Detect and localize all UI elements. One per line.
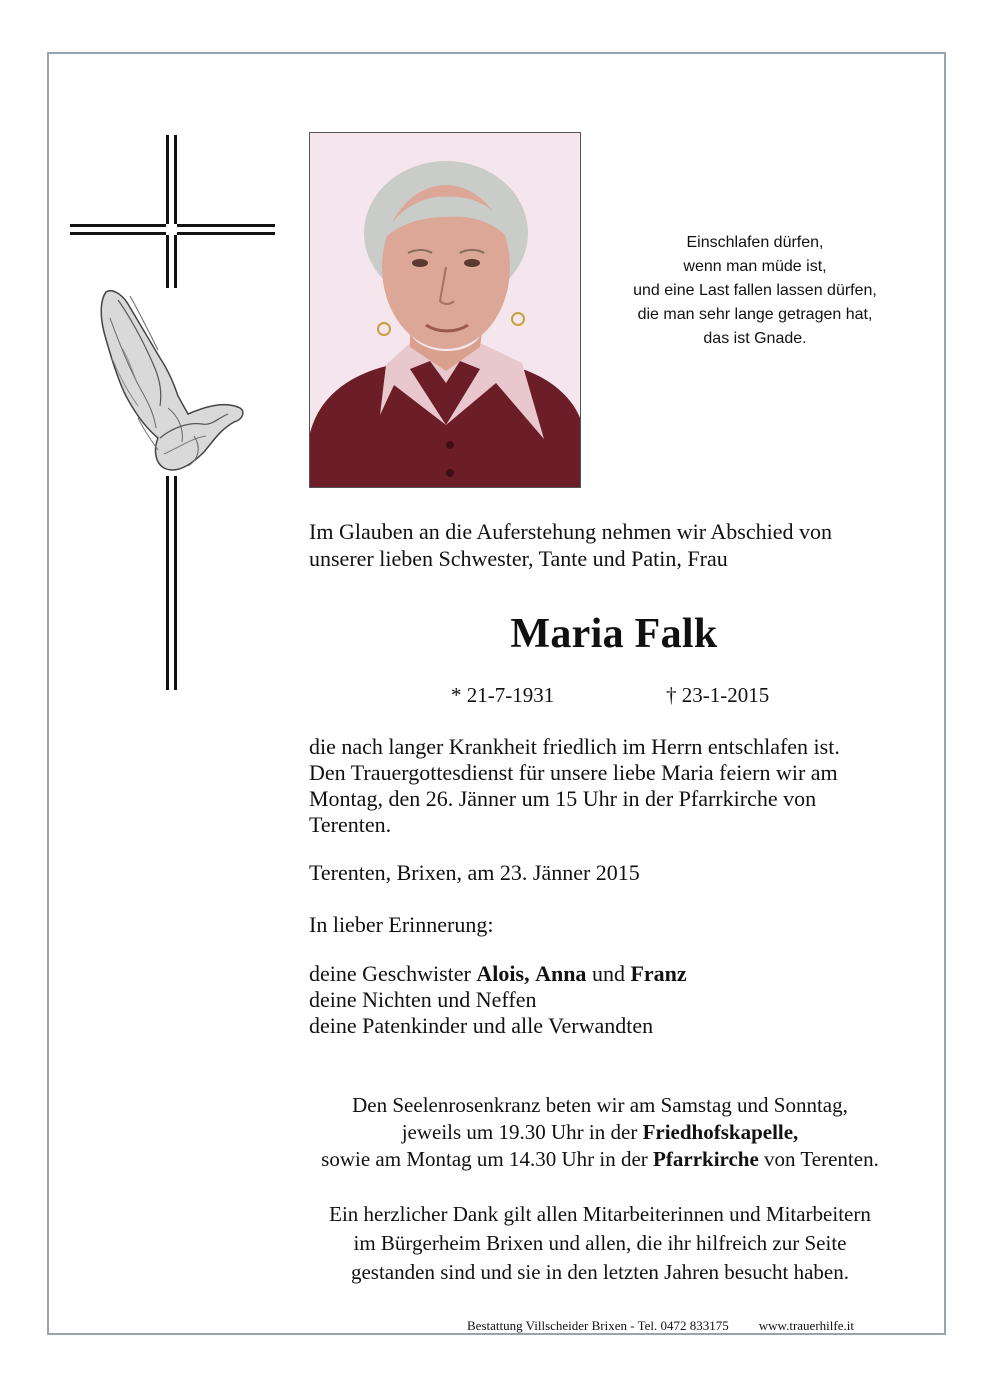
thanks-line: Ein herzlicher Dank gilt allen Mitarbeiterinnen und Mitarbeitern — [329, 1202, 871, 1226]
sibling-name: Alois, — [476, 961, 530, 986]
death-date: † 23-1-2015 — [666, 683, 770, 707]
family-list — [309, 961, 687, 1039]
announcement-line: die nach langer Krankheit friedlich im Herrn entschlafen ist. — [309, 734, 840, 759]
poem-quote — [590, 231, 920, 351]
chapel-name: Friedhofskapelle, — [642, 1120, 799, 1144]
rosary-line — [300, 1146, 900, 1173]
intro-text — [309, 518, 919, 572]
birth-date: * 21-7-1931 — [451, 683, 555, 707]
intro-line: unserer lieben Schwester, Tante und Patin, Frau — [309, 546, 728, 571]
footer-company: Bestattung Villscheider Brixen - Tel. 0472 833175 — [467, 1318, 729, 1333]
rosary-line-prefix: sowie am Montag um 14.30 Uhr in der — [321, 1147, 654, 1171]
footer-website[interactable]: www.trauerhilfe.it — [758, 1318, 854, 1333]
deceased-name: Maria Falk — [510, 611, 718, 657]
rosary-line — [300, 1119, 900, 1146]
poem-line: wenn man müde ist, — [683, 258, 827, 275]
and-word: und — [591, 961, 625, 986]
memory-heading: In lieber Erinnerung: — [309, 912, 494, 937]
portrait-illustration — [310, 133, 581, 488]
poem-line: und eine Last fallen lassen dürfen, — [633, 282, 877, 299]
siblings-prefix: deine Geschwister — [309, 961, 477, 986]
announcement-line: Den Trauergottesdienst für unsere liebe Maria feiern wir am — [309, 760, 838, 785]
announcement-text — [309, 734, 919, 838]
rosary-line: Den Seelenrosenkranz beten wir am Samstag und Sonntag, — [352, 1093, 848, 1117]
praying-hands-icon — [98, 288, 248, 476]
place-date: Terenten, Brixen, am 23. Jänner 2015 — [309, 860, 640, 885]
thanks-line: gestanden sind und sie in den letzten Jahren besucht haben. — [350, 1260, 850, 1284]
poem-line: Einschlafen dürfen, — [686, 234, 824, 251]
sibling-name: Anna — [535, 961, 587, 986]
footer — [467, 1318, 854, 1334]
church-name: Pfarrkirche — [653, 1147, 759, 1171]
nieces-line: deine Nichten und Neffen — [309, 987, 537, 1012]
rosary-line-prefix: jeweils um 19.30 Uhr in der — [401, 1120, 643, 1144]
poem-line: das ist Gnade. — [703, 330, 807, 347]
rosary-line-suffix: von Terenten. — [758, 1147, 879, 1171]
thanks-notice — [300, 1200, 900, 1287]
siblings-line — [309, 961, 687, 987]
portrait-photo — [309, 132, 581, 488]
thanks-line: im Bürgerheim Brixen und allen, die ihr hilfreich zur Seite — [353, 1231, 847, 1255]
intro-line: Im Glauben an die Auferstehung nehmen wir Abschied von — [309, 519, 832, 544]
poem-line: die man sehr lange getragen hat, — [637, 306, 873, 323]
godchildren-line: deine Patenkinder und alle Verwandten — [309, 1013, 654, 1038]
rosary-notice — [300, 1092, 900, 1173]
announcement-line: Montag, den 26. Jänner um 15 Uhr in der Pfarrkirche von — [309, 786, 817, 811]
announcement-line: Terenten. — [309, 812, 392, 837]
sibling-name: Franz — [630, 961, 687, 986]
